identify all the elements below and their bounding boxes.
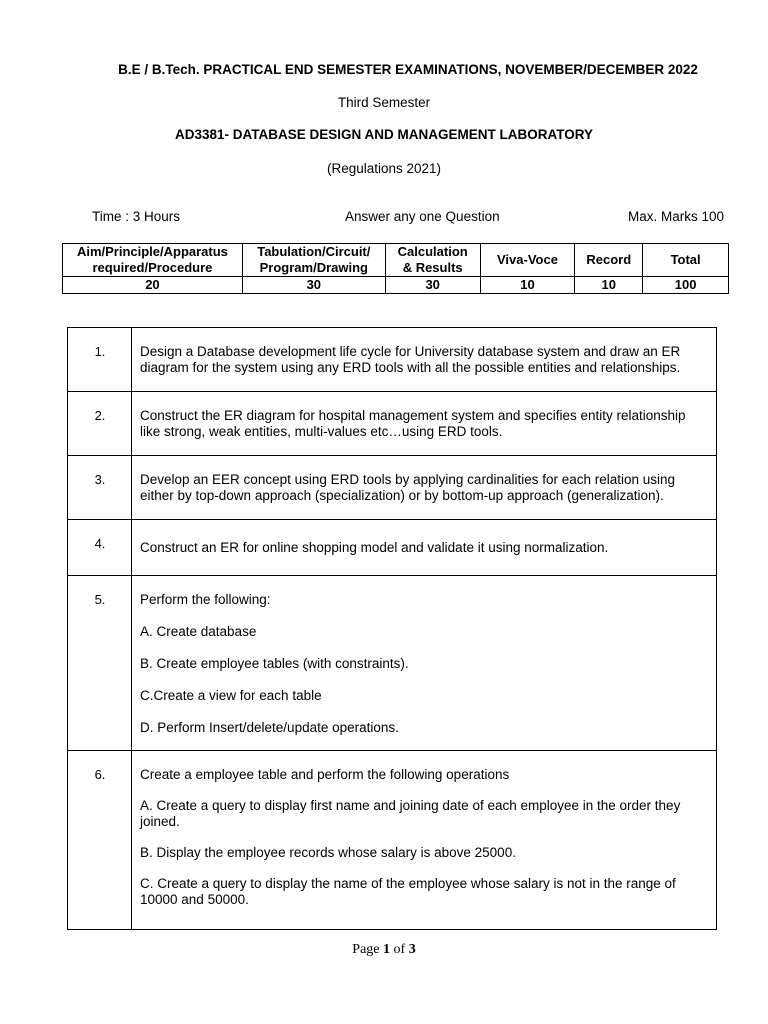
- question-text: [140, 344, 700, 376]
- question-number-cell: [68, 456, 132, 519]
- question-text: [140, 767, 700, 908]
- max-marks-label: Max. Marks 100: [628, 209, 725, 224]
- marks-header-row: [63, 244, 729, 277]
- question-line: Design a Database development life cycle for University database system and draw an ER diagram for the system using any ERD tools with all the possible entities and relationships.: [140, 344, 681, 375]
- question-line: C.Create a view for each table: [140, 688, 322, 703]
- question-number: 3.: [94, 472, 106, 487]
- question-row: [68, 392, 716, 456]
- question-text: [140, 540, 700, 556]
- questions-table: [67, 327, 717, 930]
- page-total: 3: [408, 942, 416, 957]
- marks-header-cell: Aim/Principle/Apparatus required/Procedure: [63, 244, 243, 277]
- marks-values-row: [63, 277, 729, 294]
- page-footer: [0, 942, 768, 958]
- instruction-label: Answer any one Question: [345, 209, 500, 224]
- of-word: of: [393, 942, 406, 957]
- marks-value-cell: 10: [480, 277, 575, 294]
- marks-header-cell: Tabulation/Circuit/ Program/Drawing: [242, 244, 385, 277]
- question-number: 2.: [94, 408, 106, 423]
- question-row: [68, 520, 716, 576]
- question-row: [68, 751, 716, 929]
- page-word: Page: [352, 942, 380, 957]
- exam-title: B.E / B.Tech. PRACTICAL END SEMESTER EXAMINATIONS, NOVEMBER/DECEMBER 2022: [118, 62, 698, 77]
- course-title: AD3381- DATABASE DESIGN AND MANAGEMENT LABORATORY: [174, 127, 594, 142]
- question-text: [140, 592, 700, 736]
- marks-value-cell: 10: [575, 277, 643, 294]
- question-line: A. Create database: [140, 624, 257, 639]
- question-line: B. Display the employee records whose salary is above 25000.: [140, 845, 516, 860]
- question-text: [140, 472, 700, 504]
- marks-value-cell: 20: [63, 277, 243, 294]
- question-row: [68, 456, 716, 520]
- question-line: Construct the ER diagram for hospital management system and specifies entity relationship like strong, weak entities, multi-values etc…using ERD tools.: [140, 408, 686, 439]
- question-text: [140, 408, 700, 440]
- question-number: 5.: [94, 592, 106, 607]
- page-current: 1: [383, 942, 391, 957]
- marks-value-cell: 30: [242, 277, 385, 294]
- marks-value-cell: 30: [385, 277, 480, 294]
- question-row: [68, 576, 716, 751]
- question-number-cell: [68, 328, 132, 391]
- marks-value-cell: 100: [643, 277, 729, 294]
- marks-header-cell: Viva-Voce: [480, 244, 575, 277]
- question-number-cell: [68, 751, 132, 929]
- question-line: D. Perform Insert/delete/update operations.: [140, 720, 399, 735]
- question-line: Construct an ER for online shopping model and validate it using normalization.: [140, 540, 609, 555]
- marks-header-cell: Total: [643, 244, 729, 277]
- question-number: 1.: [94, 344, 106, 359]
- question-line: Develop an EER concept using ERD tools by applying cardinalities for each relation using either by top-down approach (specialization) or by bottom-up approach (generalization).: [140, 472, 676, 503]
- marks-header-cell: Calculation & Results: [385, 244, 480, 277]
- marks-table: [62, 243, 729, 294]
- question-line: Create a employee table and perform the following operations: [140, 767, 510, 782]
- question-line: C. Create a query to display the name of the employee whose salary is not in the range of 10000 and 50000.: [140, 876, 676, 907]
- time-label: Time : 3 Hours: [92, 209, 181, 224]
- question-line: Perform the following:: [140, 592, 271, 607]
- question-number-cell: [68, 520, 132, 575]
- regulations-label: (Regulations 2021): [326, 161, 442, 176]
- question-number-cell: [68, 576, 132, 750]
- question-line: B. Create employee tables (with constraints).: [140, 656, 409, 671]
- question-number-cell: [68, 392, 132, 455]
- question-number: 6.: [94, 767, 106, 782]
- marks-header-cell: Record: [575, 244, 643, 277]
- question-line: A. Create a query to display first name and joining date of each employee in the order they joined.: [140, 798, 681, 829]
- question-row: [68, 328, 716, 392]
- semester-label: Third Semester: [337, 95, 431, 110]
- question-number: 4.: [94, 536, 106, 551]
